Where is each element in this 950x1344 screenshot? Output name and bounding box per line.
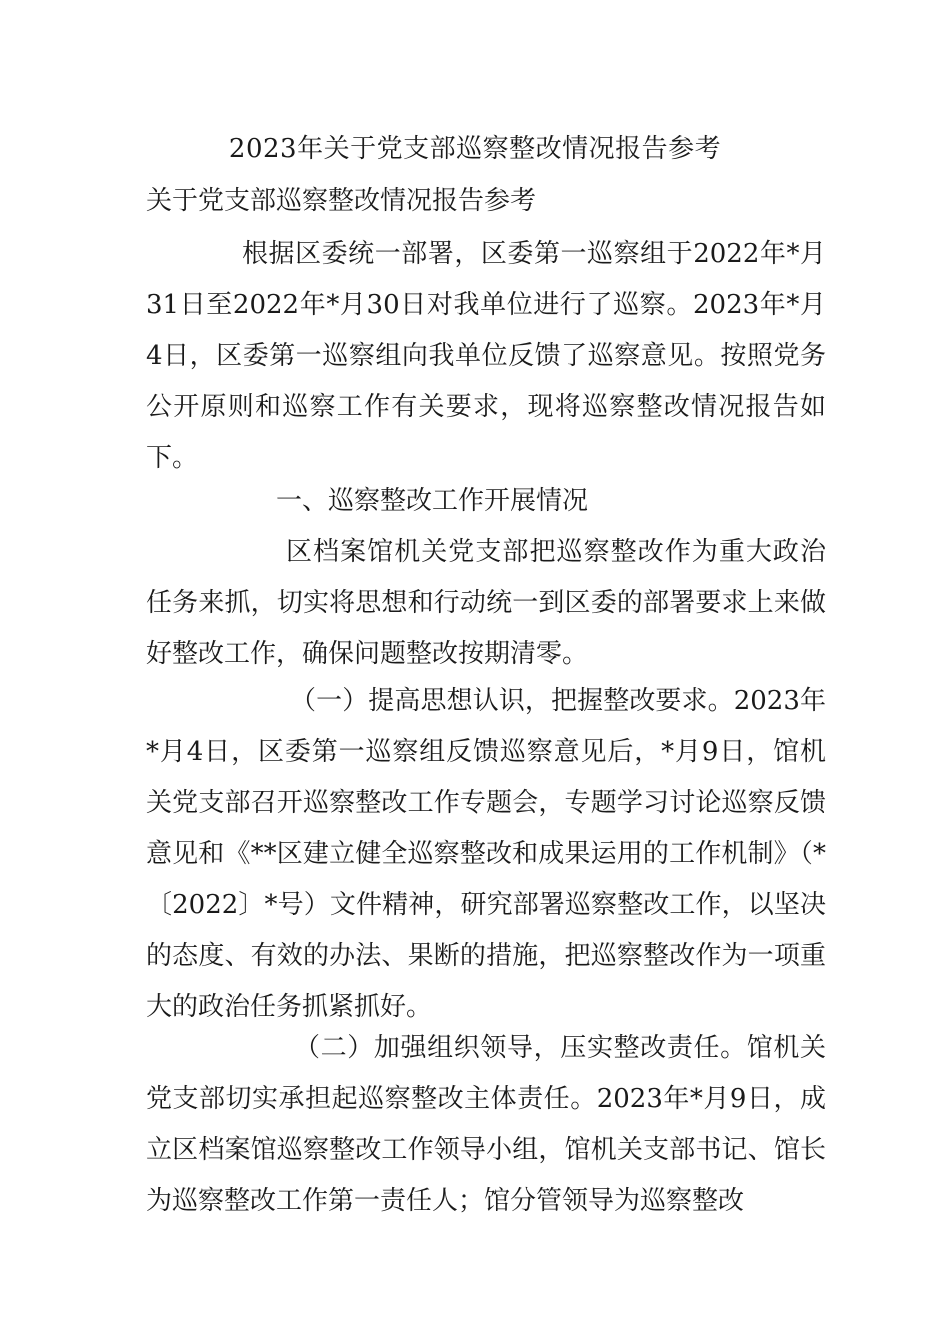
paragraph-item-1: （一）提高思想认识，把握整改要求。2023年*月4日，区委第一巡察组反馈巡察意见后，*月9日，馆机关党支部召开巡察整改工作专题会，专题学习讨论巡察反馈意见和《**区建立健全巡察整改和成果运用的工作机制》（*〔2022〕*号）文件精神，研究部署巡察整改工作，以坚决的态度、有效的办法、果断的措施，把巡察整改作为一项重大的政治任务抓紧抓好。 [146,686,826,1022]
document-title: 2023年关于党支部巡察整改情况报告参考 [228,134,722,164]
paragraph-intro: 根据区委统一部署，区委第一巡察组于2022年*月31日至2022年*月30日对我单位进行了巡察。2023年*月4日，区委第一巡察组向我单位反馈了巡察意见。按照党务公开原则和巡察工作有关要求，现将巡察整改情况报告如下。 [146,239,826,473]
paragraph-item-2: （二）加强组织领导，压实整改责任。馆机关党支部切实承担起巡察整改主体责任。2023年*月9日，成立区档案馆巡察整改工作领导小组，馆机关支部书记、馆长为巡察整改工作第一责任人；馆分管领导为巡察整改 [146,1033,826,1216]
paragraph-section-1-overview: 区档案馆机关党支部把巡察整改作为重大政治任务来抓，切实将思想和行动统一到区委的部署要求上来做好整改工作，确保问题整改按期清零。 [146,537,826,669]
document-subtitle: 关于党支部巡察整改情况报告参考 [146,186,537,216]
section-heading-1: 一、巡察整改工作开展情况 [276,486,589,516]
